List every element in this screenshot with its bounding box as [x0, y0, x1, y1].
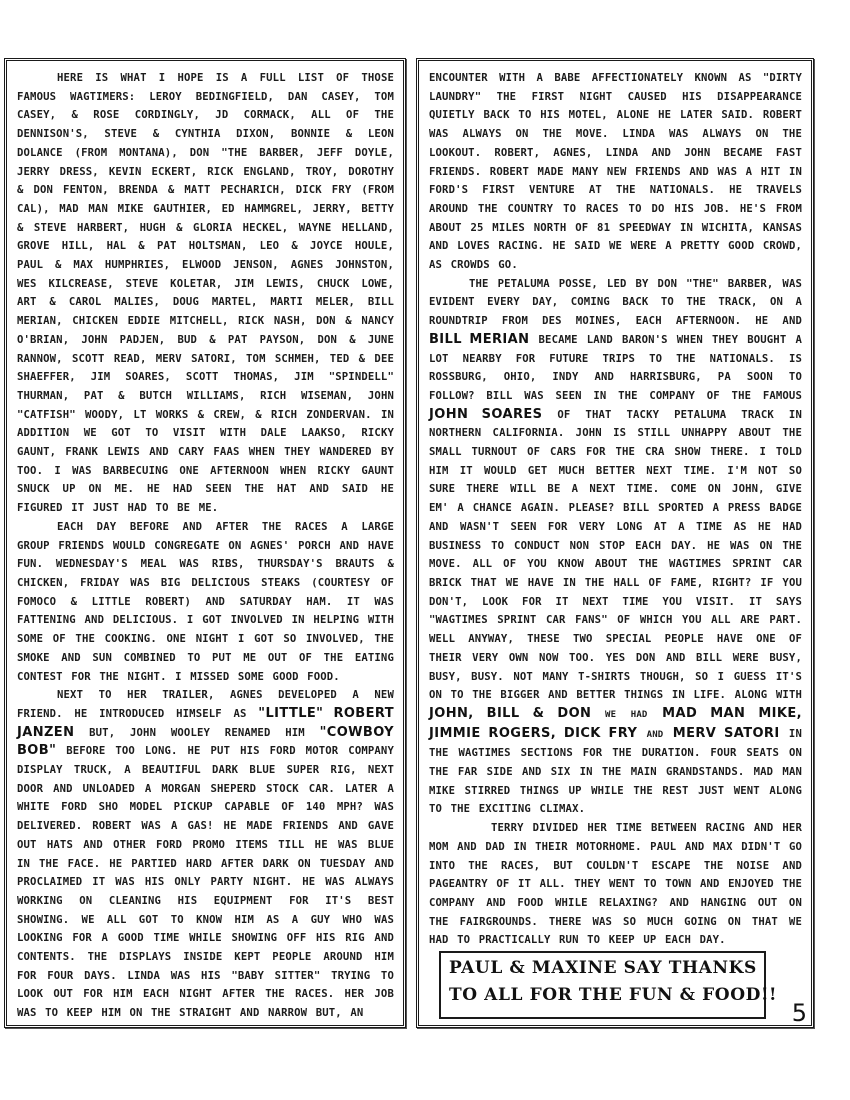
terry-paragraph: TERRY DIVIDED HER TIME BETWEEN RACING AND HER MOM AND DAD IN THEIR MOTORHOME. PAUL AND MAX DIDN'T GO INTO THE RACES, BUT COULDN'T ESCAPE THE NOISE AND PAGEANTRY OF IT ALL. THEY WENT TO TOWN AND ENJOYED THE COMPANY AND FOOD WHILE RELAXING? AND HANGING OUT ON THE FAIRGROUNDS. THERE WAS SO MUCH GOING ON THAT WE HAD TO PRACTICALLY RUN TO KEEP UP EACH DAY.	[429, 822, 802, 947]
thanks-banner-line-1: PAUL & MAXINE SAY THANKS	[449, 958, 757, 978]
paragraph-text: BECAME LAND BARON'S WHEN THEY BOUGHT A LOT NEARBY FOR FUTURE TRIPS TO THE NATIONALS. IS ROSSBURG, OHIO, INDY AND HARRISBURG, PA SOON TO FOLLOW? BILL WAS SEEN IN THE COMPANY OF THE FAMOUS	[429, 333, 802, 402]
highlight-john-soares: JOHN SOARES	[429, 406, 543, 422]
paragraph-text: IN THE WAGTIMES SECTIONS FOR THE DURATION. FOUR SEATS ON THE FAR SIDE AND SIX IN THE MAIN GRANDSTANDS. MAD MAN MIKE STIRRED THINGS UP WHILE THE REST JUST WENT ALONG TO THE EXCITING CLIMAX.	[429, 727, 802, 816]
thanks-banner	[439, 951, 778, 1019]
highlight-robert-janzen: "LITTLE" ROBERT JANZEN	[17, 705, 394, 740]
paragraph-text: BUT, JOHN WOOLEY RENAMED HIM	[74, 726, 320, 739]
paragraph-text: NEXT TO HER TRAILER, AGNES DEVELOPED A NEW FRIEND. HE INTRODUCED HIMSELF AS	[17, 689, 394, 720]
porch-gatherings-paragraph: EACH DAY BEFORE AND AFTER THE RACES A LARGE GROUP FRIENDS WOULD CONGREGATE ON AGNES' PORCH AND HAVE FUN. WEDNESDAY'S MEAL WAS RIBS, THURSDAY'S BRAUTS & CHICKEN, FRIDAY WAS BIG DELICIOUS STEAKS (COURTESY OF FOMOCO & LITTLE ROBERT) AND SATURDAY HAM. IT WAS FATTENING AND DELICIOUS. I GOT INVOLVED IN HELPING WITH SOME OF THE COOKING. ONE NIGHT I GOT SO INVOLVED, THE SMOKE AND SUN COMBINED TO PUT ME OUT OF THE EATING CONTEST FOR THE NIGHT. I MISSED SOME GOOD FOOD.	[17, 520, 394, 683]
highlight-cowboy-bob: "COWBOY BOB"	[17, 724, 394, 759]
highlight-wagtimes-section-names: MAD MAN MIKE, JIMMIE ROGERS, DICK FRY	[429, 705, 802, 741]
highlight-john-bill-don: JOHN, BILL & DON	[429, 705, 592, 721]
dirty-laundry-paragraph: ENCOUNTER WITH A BABE AFFECTIONATELY KNOWN AS "DIRTY LAUNDRY" THE FIRST NIGHT CAUSED HIS DISAPPEARANCE QUIETLY BACK TO HIS MOTEL, ALONE HE LATER SAID. ROBERT WAS ALWAYS ON THE MOVE. LINDA WAS ALWAYS ON THE LOOKOUT. ROBERT, AGNES, LINDA AND JOHN BECAME FAST FRIENDS. ROBERT MADE MANY NEW FRIENDS AND WAS A HIT IN FORD'S FIRST VENTURE AT THE NATIONALS. HE TRAVELS AROUND THE COUNTRY TO RACES TO DO HIS JOB. HE'S FROM ABOUT 25 MILES NORTH OF 81 SPEEDWAY IN WICHITA, KANSAS AND LOVES RACING. HE SAID WE WERE A PRETTY GOOD CROWD, AS CROWDS GO.	[429, 72, 802, 272]
paragraph-text: THE PETALUMA POSSE, LED BY DON "THE" BARBER, WAS EVIDENT EVERY DAY, COMING BACK TO THE TRACK, ON A ROUNDTRIP FROM DES MOINES, EACH AFTERNOON. HE AND	[429, 277, 802, 328]
left-column-content	[7, 61, 403, 1025]
paragraph-text: BEFORE TOO LONG. HE PUT HIS FORD MOTOR COMPANY DISPLAY TRUCK, A BEAUTIFUL DARK BLUE SUPER RIG, NEXT DOOR AND UNLOADED A MORGAN SHEPERD STOCK CAR. LATER A WHITE FORD SHO MODEL PICKUP CAPABLE OF 140 MPH? WAS DELIVERED. ROBERT WAS A GAS! HE MADE FRIENDS AND GAVE OUT HATS AND OTHER FORD PROMO ITEMS TILL HE WAS BLUE IN THE FACE. HE PARTIED HARD AFTER DARK ON TUESDAY AND PROCLAIMED IT WAS HIS ONLY PARTY NIGHT. HE WAS ALWAYS WORKING ON CLEANING HIS EQUIPMENT FOR IT'S BEST SHOWING. WE ALL GOT TO KNOW HIM AS A GUY WHO WAS LOOKING FOR A GOOD TIME WHILE SHOWING OFF HIS RIG AND CONTENTS. THE DISPLAYS INSIDE KEPT PEOPLE AROUND HIM FOR FOUR DAYS. LINDA WAS HIS "BABY SITTER" TRYING TO LOOK OUT FOR HIM EACH NIGHT AFTER THE RACES. HER JOB WAS TO KEEP HIM ON THE STRAIGHT AND NARROW BUT, AN	[17, 745, 394, 1020]
petaluma-posse-paragraph	[429, 275, 802, 819]
paragraph-text: WE	[591, 709, 617, 720]
paragraph-text: HAD	[630, 709, 648, 720]
highlight-merv-satori: MERV SATORI	[672, 725, 780, 741]
highlight-bill-merian: BILL MERIAN	[429, 331, 530, 347]
paragraph-text: AND	[646, 729, 664, 740]
robert-janzen-paragraph	[17, 686, 394, 1023]
page-number: 5	[791, 999, 807, 1027]
right-column-content	[419, 61, 811, 1025]
right-column	[416, 58, 814, 1028]
paragraph-text: OF THAT TACKY PETALUMA TRACK IN NORTHERN CALIFORNIA. JOHN IS STILL UNHAPPY ABOUT THE SMALL TURNOUT OF CARS FOR THE CRA SHOW THERE. I TOLD HIM IT WOULD GET MUCH BETTER NEXT TIME. I'M NOT SO SURE THERE WILL BE A NEXT TIME. COME ON JOHN, GIVE EM' A CHANCE AGAIN. PLEASE? BILL SPORTED A PRESS BADGE AND WASN'T SEEN FOR VERY LONG AT A TIME AS HE HAD BUSINESS TO CONDUCT NON STOP EACH DAY. HE WAS ON THE MOVE. ALL OF YOU KNOW ABOUT THE WAGTIMES SPRINT CAR BRICK THAT WE HAVE IN THE HALL OF FAME, RIGHT? IF YOU DON'T, LOOK FOR IT NEXT TIME YOU VISIT. IT SAYS "WAGTIMES SPRINT CAR FANS" OF WHICH YOU ALL ARE PART. WELL ANYWAY, THESE TWO SPECIAL PEOPLE HAVE ONE OF THEIR VERY OWN NOW TOO. YES DON AND BILL WERE BUSY, BUSY, BUSY. NOT MANY T-SHIRTS THOUGH, SO I GUESS IT'S ON TO THE BIGGER AND BETTER THINGS IN LIFE. ALONG WITH	[429, 408, 802, 702]
famous-wagtimers-paragraph: HERE IS WHAT I HOPE IS A FULL LIST OF THOSE FAMOUS WAGTIMERS: LEROY BEDINGFIELD, DAN CASEY, TOM CASEY, & ROSE CORDINGLY, JD CORMACK, ALL OF THE DENNISON'S, STEVE & CYNTHIA DIXON, BONNIE & LEON DOLANCE (FROM MONTANA), DON "THE BARBER, JEFF DOYLE, JERRY DRESS, KEVIN ECKERT, RICK ENGLAND, TROY, DOROTHY & DON FENTON, BRENDA & MATT PECHARICH, DICK FRY (FROM CAL), MAD MAN MIKE GAUTHIER, ED HAMMGREL, JERRY, BETTY & STEVE HARBERT, HUGH & GLORIA HECKEL, WAYNE HELLAND, GROVE HILL, HAL & PAT HOLTSMAN, LEO & JOYCE HOULE, PAUL & MAX HUMPHRIES, ELWOOD JENSON, AGNES JOHNSTON, WES KILCREASE, STEVE KOLETAR, JIM LEWIS, CHUCK LOWE, ART & CAROL MALIES, DOUG MARTEL, MARTI MELER, BILL MERIAN, CHICKEN EDDIE MITCHELL, RICK NASH, DON & NANCY O'BRIAN, JOHN PADJEN, BUD & PAT PAYSON, DON & JUNE RANNOW, SCOTT READ, MERV SATORI, TOM SCHMEH, TED & DEE SHAEFFER, JIM SOARES, SCOTT THOMAS, JIM "SPINDELL" THURMAN, PAT & BUTCH WILLIAMS, RICH WISEMAN, JOHN "CATFISH" WOODY, LT WORKS & CREW, & RICH ZONDERVAN. IN ADDITION WE GOT TO VISIT WITH DALE LAAKSO, RICKY GAUNT, FRANK LEWIS AND CARY FAAS WHEN THEY WANDERED BY TOO. I WAS BARBECUING ONE AFTERNOON WHEN RICKY GAUNT SNUCK UP ON ME. HE HAD SEEN THE HAT AND SAID HE FIGURED IT JUST HAD TO BE ME.	[17, 72, 394, 515]
thanks-banner-line-2: TO ALL FOR THE FUN & FOOD!!	[449, 985, 778, 1005]
left-column	[4, 58, 406, 1028]
